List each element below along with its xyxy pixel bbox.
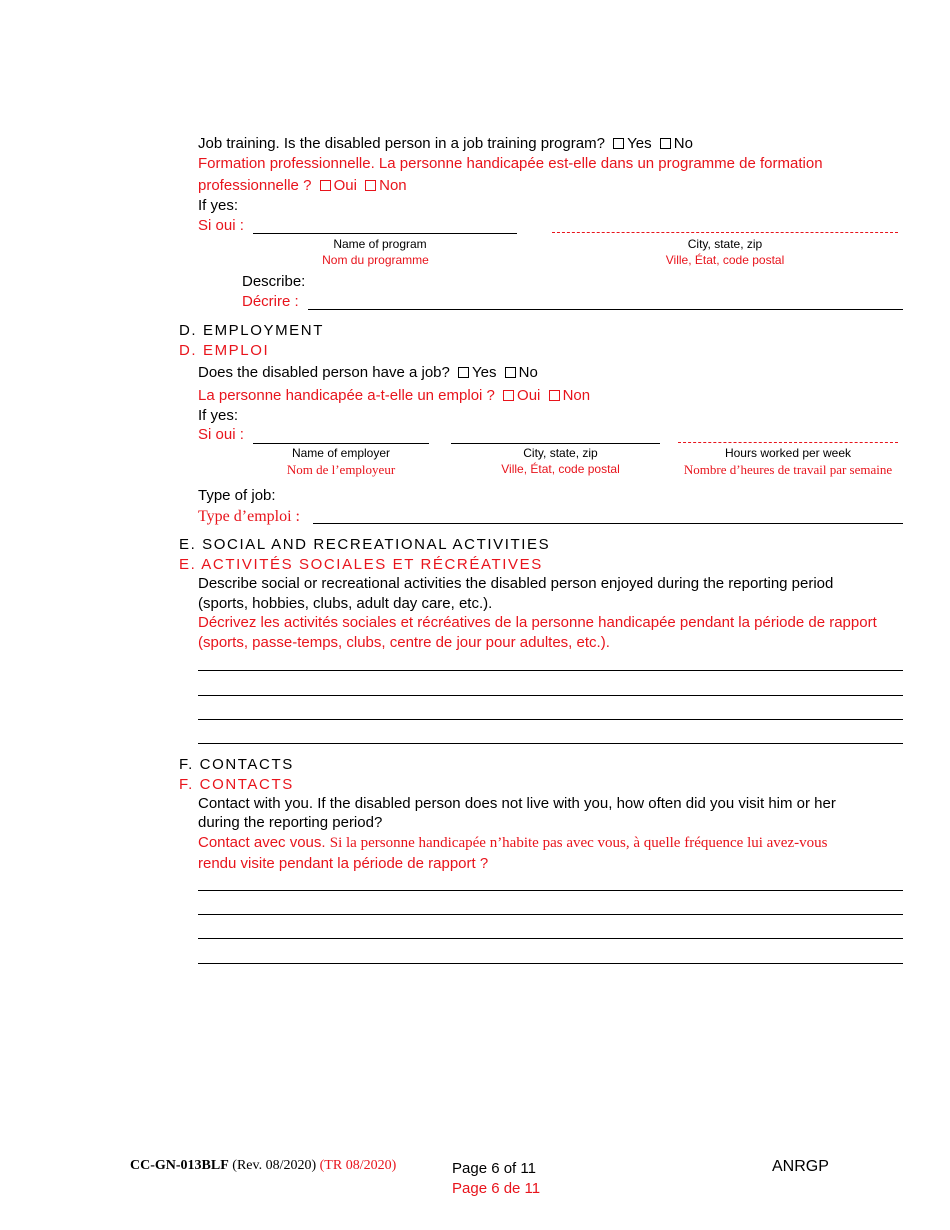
job-training-yes-checkbox-en[interactable] (613, 138, 624, 149)
job-training-if-yes-en: If yes: (198, 197, 239, 214)
social-answer-line[interactable] (198, 670, 903, 671)
contacts-answer-line[interactable] (198, 963, 903, 964)
employer-city-label-en: City, state, zip (523, 446, 598, 460)
employment-oui-checkbox-fr[interactable] (503, 390, 514, 401)
employment-yes-checkbox-en[interactable] (458, 367, 469, 378)
job-training-if-yes-fr: Si oui : (198, 217, 244, 234)
type-of-job-label-en: Type of job: (198, 487, 276, 504)
footer-form-id: CC-GN-013BLF (Rev. 08/2020) (TR 08/2020) (130, 1158, 397, 1173)
job-training-question-en: Job training. Is the disabled person in a job training program? Yes No (198, 135, 693, 152)
job-training-non-checkbox-fr[interactable] (365, 180, 376, 191)
hours-label-en: Hours worked per week (724, 446, 852, 460)
employment-question-fr: La personne handicapée a-t-elle un emploi ? Oui Non (198, 387, 591, 404)
employer-name-label-en: Name of employer (291, 446, 391, 460)
social-desc-en-1: Describe social or recreational activities the disabled person enjoyed during the reporting period (198, 575, 834, 592)
describe-field[interactable] (308, 309, 903, 310)
social-desc-fr-2: (sports, passe-temps, clubs, centre de jour pour adultes, etc.). (198, 634, 610, 651)
contacts-desc-en-1: Contact with you. If the disabled person does not live with you, how often did you visit him or her (198, 795, 836, 812)
program-name-label-en: Name of program (333, 237, 427, 251)
job-training-question-fr-2: professionnelle ? Oui Non (198, 177, 407, 194)
type-of-job-label-fr: Type d’emploi : (198, 508, 300, 525)
describe-label-en: Describe: (242, 273, 306, 290)
program-name-field[interactable] (253, 233, 517, 234)
social-answer-line[interactable] (198, 719, 903, 720)
program-city-label-fr: Ville, État, code postal (665, 253, 785, 267)
program-name-label-fr: Nom du programme (322, 253, 429, 267)
program-city-label-en: City, state, zip (687, 237, 763, 251)
contacts-heading-en: F. CONTACTS (179, 756, 294, 773)
contacts-desc-fr-1: Contact avec vous. Si la personne handicapée n’habite pas avec vous, à quelle fréquence lui avez-vous (198, 834, 828, 851)
employer-city-field[interactable] (451, 443, 660, 444)
employment-non-checkbox-fr[interactable] (549, 390, 560, 401)
contacts-desc-fr-2: rendu visite pendant la période de rapport ? (198, 855, 489, 872)
social-heading-fr: E. ACTIVITÉS SOCIALES ET RÉCRÉATIVES (179, 556, 543, 573)
describe-label-fr: Décrire : (242, 293, 299, 310)
footer-page-fr: Page 6 de 11 (452, 1180, 541, 1197)
contacts-answer-line[interactable] (198, 914, 903, 915)
hours-per-week-field[interactable] (678, 442, 898, 443)
employment-heading-en: D. EMPLOYMENT (179, 322, 324, 339)
social-heading-en: E. SOCIAL AND RECREATIONAL ACTIVITIES (179, 536, 551, 553)
program-city-field[interactable] (552, 232, 898, 233)
contacts-desc-en-2: during the reporting period? (198, 814, 383, 831)
type-of-job-field[interactable] (313, 523, 903, 524)
footer-code: ANRGP (772, 1158, 829, 1175)
employment-heading-fr: D. EMPLOI (179, 342, 270, 359)
hours-label-fr: Nombre d’heures de travail par semaine (683, 462, 893, 477)
social-answer-line[interactable] (198, 743, 903, 744)
employer-city-label-fr: Ville, État, code postal (501, 462, 620, 476)
contacts-heading-fr: F. CONTACTS (179, 776, 294, 793)
social-answer-line[interactable] (198, 695, 903, 696)
employer-name-label-fr: Nom de l’employeur (286, 462, 396, 477)
employment-no-checkbox-en[interactable] (505, 367, 516, 378)
employment-if-yes-fr: Si oui : (198, 426, 244, 443)
contacts-answer-line[interactable] (198, 938, 903, 939)
employer-name-field[interactable] (253, 443, 429, 444)
footer-page-en: Page 6 of 11 (452, 1160, 536, 1177)
employment-if-yes-en: If yes: (198, 407, 239, 424)
job-training-oui-checkbox-fr[interactable] (320, 180, 331, 191)
job-training-no-checkbox-en[interactable] (660, 138, 671, 149)
contacts-answer-line[interactable] (198, 890, 903, 891)
employment-question-en: Does the disabled person have a job? Yes No (198, 364, 538, 381)
social-desc-fr-1: Décrivez les activités sociales et récréatives de la personne handicapée pendant la période de rapport (198, 614, 877, 631)
social-desc-en-2: (sports, hobbies, clubs, adult day care, etc.). (198, 595, 493, 612)
job-training-question-fr-1: Formation professionnelle. La personne handicapée est-elle dans un programme de formation (198, 155, 823, 172)
